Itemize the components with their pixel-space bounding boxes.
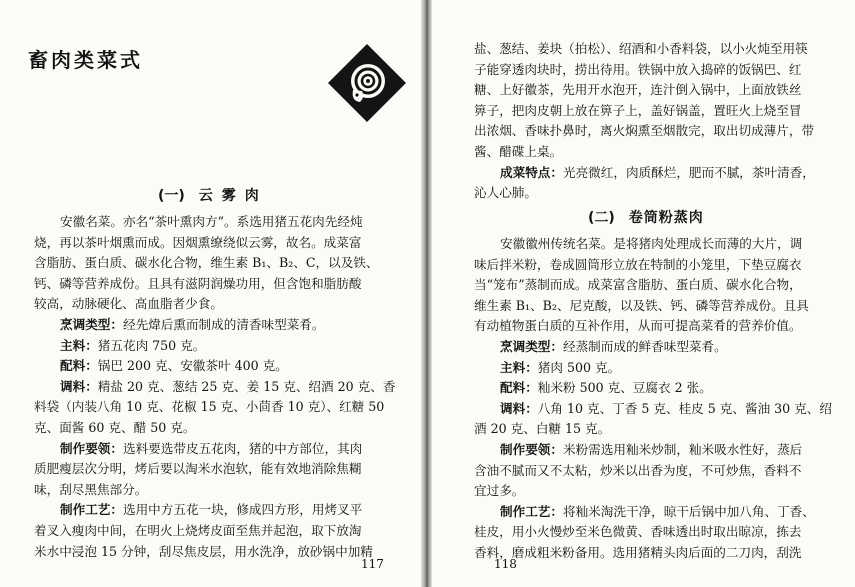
body-text-line: 有动植物蛋白质的互补作用，从而可提高菜肴的营养价值。 — [474, 318, 802, 334]
body-text-line: 箅子，把肉皮朝上放在箅子上，盖好锅盖，置旺火上烧至冒 — [474, 102, 802, 118]
body-text-line: 盐、葱结、姜块（拍松）、绍酒和小香料袋，以小火炖至用筷 — [474, 41, 808, 56]
body-text-line: 糖、上好徽茶，先用开水泡开，连汁倒入锅中，上面放铁丝 — [474, 82, 802, 98]
body-text-line: 制作工艺：将籼米淘洗干净，晾干后锅中加八角、丁香、 — [500, 503, 815, 519]
body-text-line: 主料：猪肉 500 克。 — [500, 359, 621, 375]
body-text-line: 调料：八角 10 克、丁香 5 克、桂皮 5 克、酱油 30 克、绍 — [500, 400, 832, 416]
body-text-line: 宜过多。 — [474, 483, 525, 499]
body-text-line: 子能穿透肉块时，捞出待用。铁锅中放入捣碎的饭锅巴、红 — [474, 61, 802, 77]
body-text-line: 配料：锅巴 200 克、安徽茶叶 400 克。 — [60, 358, 288, 374]
right-page — [432, 0, 855, 587]
body-text-line: 调料：精盐 20 克、葱结 25 克、姜 15 克、绍酒 20 克、香 — [60, 378, 396, 394]
body-text-line: 含脂肪、蛋白质、碳水化合物，维生素 B₁、B₂、C，以及铁、 — [34, 255, 379, 271]
body-text-line: 主料：猪五花肉 750 克。 — [60, 337, 206, 353]
section-number: (二) — [588, 210, 615, 226]
body-text-line: 制作要领：选料要选带皮五花肉，猪的中方部位，其肉 — [60, 440, 363, 456]
body-text-line: 烹调类型：经蒸制而成的鲜香味型菜肴。 — [500, 339, 727, 354]
body-text-line: 桂皮，用小火慢炒至米色微黄、香味透出时取出晾凉，拣去 — [474, 524, 802, 540]
body-text-line: 较高，动脉硬化、高血脂者少食。 — [34, 296, 223, 312]
page-number-right: 118 — [494, 557, 517, 571]
body-text-line: 当“笼布”蒸制而成。成菜富含脂肪、蛋白质、碳水化合物， — [474, 277, 802, 293]
body-text-line: 烹调类型：经先煒后熏而制成的清香味型菜肴。 — [60, 317, 325, 332]
body-text-line: 配料：籼米粉 500 克、豆腐衣 2 张。 — [500, 380, 712, 396]
body-text-line: 香料，磨成粗米粉备用。选用猪精头肉后面的二刀肉，刮洗 — [474, 545, 802, 560]
body-text-line: 成菜特点：光亮微红，肉质酥烂，肥而不腻，茶叶清香， — [500, 164, 815, 180]
body-text-line: 含油不腻而又不太粘，炒米以出香为度，不可炒焦，香料不 — [474, 462, 802, 478]
body-text-line: 制作要领：米粉需选用籼米炒制，籼米吸水性好，蒸后 — [500, 442, 803, 457]
ram-emblem-icon — [327, 43, 407, 123]
body-text-line: 烧，再以茶叶烟熏而成。因烟熏缭绕似云雾，故名。成菜富 — [34, 234, 362, 250]
body-text-line: 质肥瘦层次分明，烤后要以淘米水泡软，能有效地消除焦糊 — [34, 461, 362, 477]
body-text-line: 味，刮尽黑焦部分。 — [34, 481, 148, 497]
body-text-line: 着叉入瘦肉中间，在明火上烧烤皮面至焦并起泡，取下放淘 — [34, 523, 362, 538]
body-text-line: 味后拌米粉，卷成圆筒形立放在特制的小笼里，下垫豆腐衣 — [474, 256, 802, 272]
section-name: 云雾肉 — [198, 188, 268, 204]
body-text-line: 沁人心肺。 — [474, 185, 537, 201]
section-heading-1 — [158, 185, 268, 205]
body-text-line: 酱、醋碟上桌。 — [474, 144, 563, 159]
section-name: 卷筒粉蒸肉 — [628, 210, 704, 226]
body-text-line: 维生素 B₁、B₂、尼克酸，以及铁、钙、磷等营养成份。且具 — [474, 297, 809, 313]
left-page — [0, 0, 421, 587]
page-number-left: 117 — [361, 557, 384, 571]
section-number: (一) — [158, 188, 185, 204]
body-text-line: 克、面酱 60 克、醋 50 克。 — [34, 420, 196, 435]
body-text-line: 米水中浸泡 15 分钟，刮尽焦皮层，用水洗净，放砂锅中加精 — [34, 543, 373, 559]
body-text-line: 安徽名菜。亦名“茶叶熏肉方”。系选用猪五花肉先经炖 — [60, 214, 363, 229]
book-gutter — [421, 0, 432, 587]
body-text-line: 酒 20 克、白糖 15 克。 — [474, 421, 611, 437]
body-text-line: 料袋（内装八角 10 克、花椒 15 克、小茴香 10 克）、红糖 50 — [34, 399, 385, 415]
body-text-line: 制作工艺：选用中方五花一块，修成四方形，用烤叉平 — [60, 502, 363, 518]
body-text-line: 出浓烟、香味扑鼻时，离火焖熏至烟散完，取出切成薄片，带 — [474, 123, 815, 139]
chapter-title: 畜肉类菜式 — [28, 48, 143, 72]
section-heading-2 — [588, 207, 704, 227]
body-text-line: 安徽徽州传统名菜。是将猪肉处理成长而薄的大片，调 — [500, 236, 803, 251]
body-text-line: 钙、磷等营养成份。且具有滋阴润燥功用，但含饱和脂肪酸 — [34, 275, 362, 291]
